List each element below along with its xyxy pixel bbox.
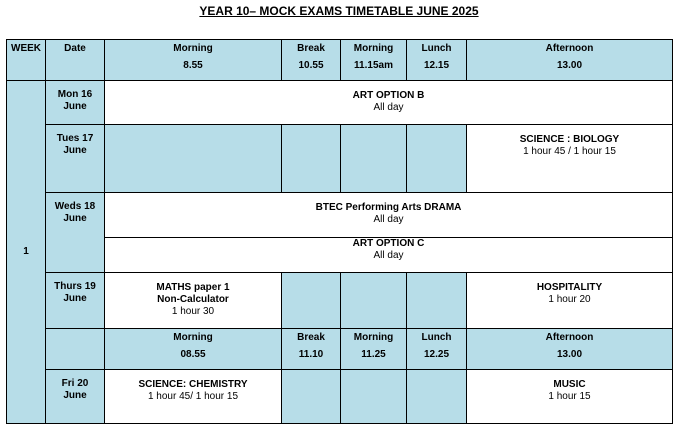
- morning-subheader: Morning 08.55: [105, 329, 282, 370]
- empty-slot: [105, 125, 282, 193]
- lunch-header: Lunch 12.15: [407, 40, 467, 81]
- exam-cell-thu-afternoon: HOSPITALITY 1 hour 20: [467, 273, 673, 329]
- table-row: [7, 81, 673, 125]
- morning-header: Morning 8.55: [105, 40, 282, 81]
- break-subheader: Break 11.10: [282, 329, 341, 370]
- empty-slot: [341, 273, 407, 329]
- empty-slot: [282, 370, 341, 424]
- morning2-subheader: Morning 11.25: [341, 329, 407, 370]
- empty-slot: [282, 125, 341, 193]
- date-cell-fri: Fri 20 June: [46, 370, 105, 424]
- week-header: WEEK: [7, 40, 46, 81]
- empty-slot: [46, 329, 105, 370]
- exam-cell-fri-afternoon: MUSIC 1 hour 15: [467, 370, 673, 424]
- break-header: Break 10.55: [282, 40, 341, 81]
- exam-cell-wed-1: BTEC Performing Arts DRAMA All day: [105, 193, 673, 238]
- empty-slot: [407, 125, 467, 193]
- week-number-cell: 1: [7, 81, 46, 424]
- exam-cell-wed-2: ART OPTION C All day: [105, 238, 673, 273]
- empty-slot: [341, 125, 407, 193]
- date-cell-mon: Mon 16 June: [46, 81, 105, 125]
- table-row: [7, 238, 673, 273]
- subheader-row: [7, 329, 673, 370]
- table-row: [7, 125, 673, 193]
- empty-slot: [282, 273, 341, 329]
- exam-cell-fri-morning: SCIENCE: CHEMISTRY 1 hour 45/ 1 hour 15: [105, 370, 282, 424]
- date-cell-tue: Tues 17 June: [46, 125, 105, 193]
- exam-cell-tue-afternoon: SCIENCE : BIOLOGY 1 hour 45 / 1 hour 15: [467, 125, 673, 193]
- lunch-subheader: Lunch 12.25: [407, 329, 467, 370]
- exam-timetable: [6, 39, 673, 424]
- page-title: YEAR 10– MOCK EXAMS TIMETABLE JUNE 2025: [199, 4, 479, 18]
- empty-slot: [407, 370, 467, 424]
- table-row: [7, 193, 673, 238]
- afternoon-subheader: Afternoon 13.00: [467, 329, 673, 370]
- empty-slot: [407, 273, 467, 329]
- table-row: [7, 273, 673, 329]
- morning2-header: Morning 11.15am: [341, 40, 407, 81]
- exam-cell-thu-morning: MATHS paper 1 Non-Calculator 1 hour 30: [105, 273, 282, 329]
- header-row: [7, 40, 673, 81]
- date-cell-wed: Weds 18 June: [46, 193, 105, 273]
- date-header: Date: [46, 40, 105, 81]
- date-cell-thu: Thurs 19 June: [46, 273, 105, 329]
- table-row: [7, 370, 673, 424]
- empty-slot: [341, 370, 407, 424]
- afternoon-header: Afternoon 13.00: [467, 40, 673, 81]
- exam-cell-mon: ART OPTION B All day: [105, 81, 673, 125]
